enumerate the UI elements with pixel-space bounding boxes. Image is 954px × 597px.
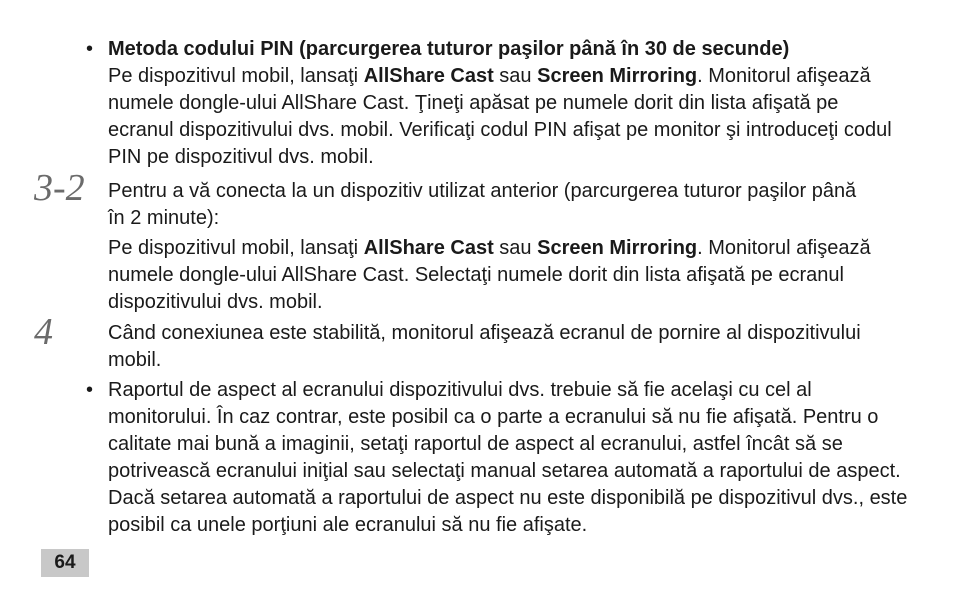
allshare-cast-label: AllShare Cast [363,237,494,259]
pin-method-section [108,36,908,171]
screen-mirroring-label: Screen Mirroring [537,65,698,87]
step-number-3-2: 3-2 [34,167,85,209]
pin-method-heading: Metoda codului PIN (parcurgerea tuturor paşilor până în 30 de secunde) [108,38,790,60]
step-4-text: Când conexiunea este stabilită, monitorul afişează ecranul de pornire al dispozitivului mobil. [108,322,861,371]
aspect-ratio-note: Raportul de aspect al ecranului dispozitivului dvs. trebuie să fie acelaşi cu cel al monitorului. În caz contrar, este posibil ca o parte a ecranului să nu fie afişată. Pentru o calitate mai bună a imaginii, setaţi raportul de aspect al ecranului, astfel încât să se potrivească ecranului iniţial sau selectaţi manual setarea automată a raportului de aspect. Dacă setarea automată a raportului de aspect nu este disponibilă pe dispozitivul dvs., este posibil ca unele porţiuni ale ecranului să nu fie afişate. [108,379,908,536]
page-number: 64 [41,549,89,577]
bullet-marker: • [86,379,94,401]
pin-method-text: Pe dispozitivul mobil, lansaţi AllShare Cast sau Screen Mirroring. Monitorul afişează numele dongle-ului AllShare Cast. Ţineţi apăsat pe numele dorit din lista afişată pe ecranul dispozitivului dvs. mobil. Verificaţi codul PIN afişat pe monitor şi introduceţi codul PIN pe dispozitivul dvs. mobil. [108,65,892,168]
allshare-cast-label: AllShare Cast [363,65,494,87]
step-3-2-intro: Pentru a vă conecta la un dispozitiv utilizat anterior (parcurgerea tuturor paşilor până în 2 minute): [108,180,857,229]
screen-mirroring-label: Screen Mirroring [537,237,698,259]
bullet-marker: • [86,38,94,60]
step-number-4: 4 [34,311,53,353]
step-3-2-text: Pe dispozitivul mobil, lansaţi AllShare Cast sau Screen Mirroring. Monitorul afişează numele dongle-ului AllShare Cast. Selectaţi numele dorit din lista afişată pe ecranul dispozitivului dvs. mobil. [108,237,871,313]
